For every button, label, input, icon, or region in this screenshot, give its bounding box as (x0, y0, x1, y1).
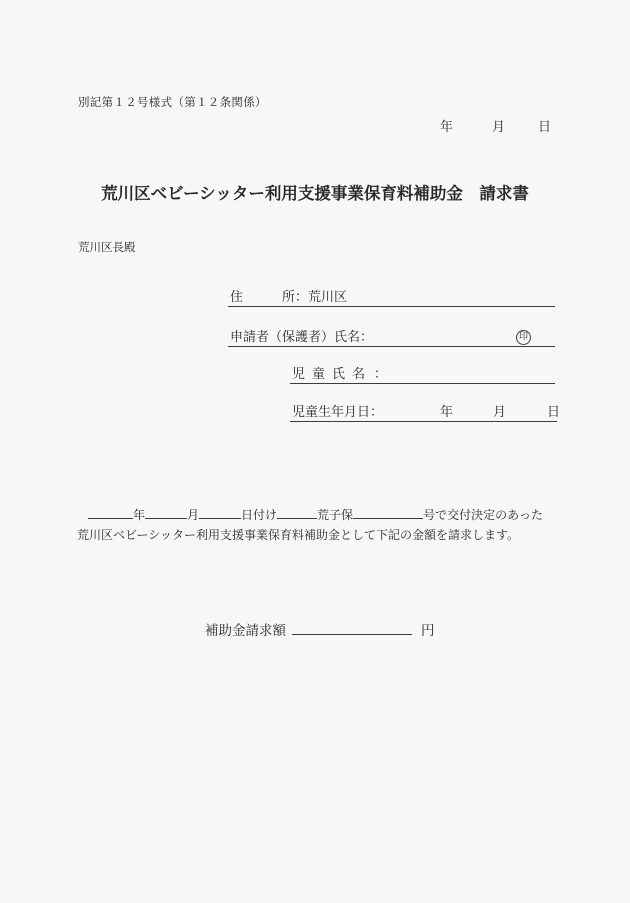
form-number-note: 別記第１２号様式（第１２条関係） (78, 95, 267, 109)
blank-amount (292, 621, 412, 635)
field-child-name (290, 365, 555, 384)
decision-month-label: 月 (187, 508, 200, 522)
body-line-1-tail: 号で交付決定のあった (423, 508, 543, 522)
amount-line (205, 621, 435, 641)
document-title: 荒川区ベビーシッター利用支援事業保育料補助金 請求書 (101, 184, 529, 203)
applicant-label: 申請者（保護者）氏名： (230, 330, 374, 345)
header-date-month-label: 月 (492, 120, 506, 135)
header-date-day-label: 日 (538, 120, 552, 135)
decision-day-suffix: 日付け (241, 508, 278, 522)
decision-year-label: 年 (133, 508, 146, 522)
header-date-year-label: 年 (440, 120, 454, 135)
recipient-line: 荒川区長殿 (78, 240, 136, 254)
blank-decision-year (88, 506, 133, 519)
amount-label: 補助金請求額 (205, 623, 286, 639)
body-line-2: 荒川区ベビーシッター利用支援事業保育料補助金として下記の金額を請求します。 (77, 528, 520, 542)
field-address (228, 288, 555, 307)
address-label: 住 所：荒川区 (230, 290, 348, 305)
blank-decision-day (199, 506, 241, 519)
seal-character: 印 (518, 332, 528, 342)
blank-decision-month (145, 506, 187, 519)
child-name-colon: ： (374, 367, 388, 382)
field-child-birthdate (290, 403, 561, 422)
body-line-1 (77, 505, 562, 525)
blank-ref-number-prefix (277, 506, 317, 519)
blank-ref-number (353, 506, 423, 519)
child-birthdate-day-label: 日 (547, 405, 561, 420)
child-birthdate-year-label: 年 (440, 405, 454, 420)
amount-unit-label: 円 (421, 623, 435, 639)
field-applicant-name (228, 328, 555, 347)
ref-number-label: 荒子保 (317, 508, 354, 522)
child-name-label: 児童氏名 (292, 367, 373, 382)
body-paragraph (77, 505, 562, 545)
child-birthdate-label: 児童生年月日： (292, 405, 384, 420)
child-birthdate-month-label: 月 (493, 405, 507, 420)
seal-mark-icon (516, 330, 531, 345)
